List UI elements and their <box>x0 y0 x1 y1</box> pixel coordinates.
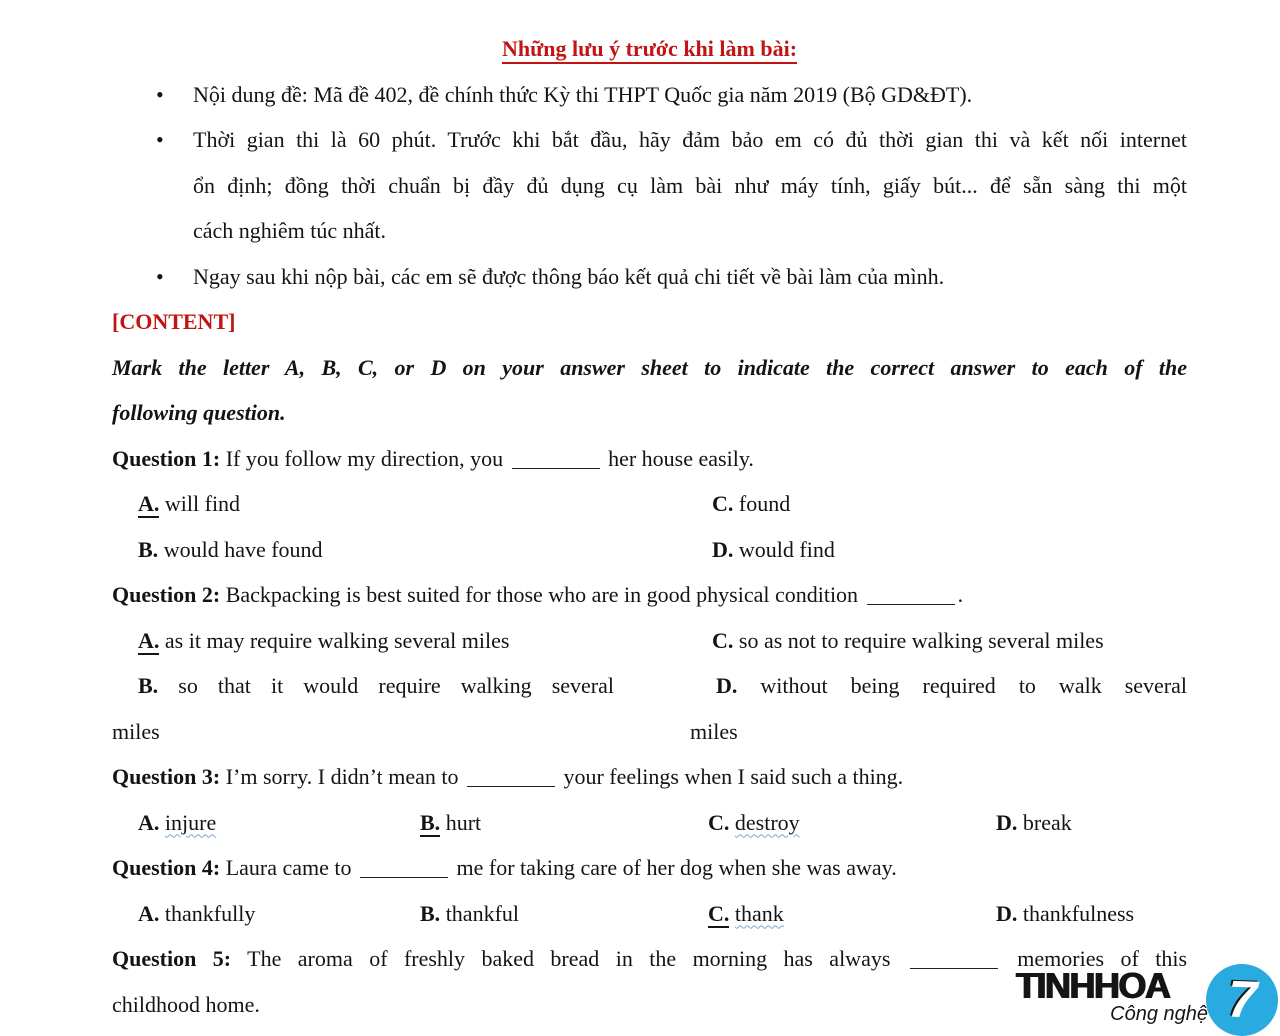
option-text: will find <box>164 491 241 516</box>
option-letter: C. <box>708 900 730 926</box>
question-label: Question 2: <box>112 582 221 607</box>
option-b <box>138 527 323 573</box>
option-letter: B. <box>420 809 441 835</box>
bullet-text-line: Thời gian thi là 60 phút. Trước khi bắt đầu, hãy đảm bảo em có đủ thời gian thi và kết nối internet <box>193 127 1187 152</box>
option-d <box>712 527 835 573</box>
tinhhoa-logo-text: TINHHOA <box>1016 965 1170 1006</box>
notice-bullet-3 <box>112 254 1187 300</box>
option-text-line: miles <box>112 718 160 744</box>
option-text: thank <box>734 900 784 926</box>
option-text: hurt <box>445 809 482 835</box>
answer-blank <box>512 456 600 469</box>
option-letter: C. <box>712 627 734 653</box>
question-line: childhood home. <box>112 991 260 1017</box>
options-row <box>112 800 1187 846</box>
options-row <box>112 618 1187 664</box>
answer-blank <box>467 774 555 787</box>
option-text: would have found <box>163 536 323 562</box>
question-2 <box>112 572 1187 618</box>
question-text: Backpacking is best suited for those who are in good physical condition <box>225 582 859 607</box>
option-text: destroy <box>734 809 800 835</box>
option-text: as it may require walking several miles <box>164 627 510 653</box>
instruction <box>112 345 1187 436</box>
question-label: Question 4: <box>112 855 221 880</box>
option-text-line <box>112 663 614 709</box>
options-row <box>112 891 1187 937</box>
document-content <box>112 26 1187 1027</box>
option-text: found <box>738 491 791 516</box>
option-letter: B. <box>420 900 441 926</box>
question-text: Laura came to <box>225 855 352 880</box>
bullet-text-line: ổn định; đồng thời chuẩn bị đầy đủ dụng cụ làm bài như máy tính, giấy bút... để sẵn sàng thi một <box>193 172 1187 198</box>
option-c <box>708 891 784 937</box>
option-text: thankful <box>445 900 520 926</box>
question-text: her house easily. <box>608 445 754 471</box>
tinhhoa-logo-badge <box>1206 964 1278 1036</box>
bullet-icon: • <box>156 263 164 289</box>
question-1 <box>112 436 1187 482</box>
option-c <box>708 800 800 846</box>
option-text: injure <box>164 809 217 835</box>
question-4 <box>112 845 1187 891</box>
option-letter: D. <box>996 900 1018 926</box>
options-row <box>112 527 1187 573</box>
notice-title: Những lưu ý trước khi làm bài: <box>112 26 1187 72</box>
option-c <box>712 618 1104 664</box>
question-label: Question 3: <box>112 764 221 789</box>
option-a <box>138 891 255 937</box>
bullet-text: Nội dung đề: Mã đề 402, đề chính thức Kỳ thi THPT Quốc gia năm 2019 (Bộ GD&ĐT). <box>193 81 973 107</box>
bullet-icon: • <box>156 81 164 107</box>
option-a <box>138 800 216 846</box>
bullet-text: Ngay sau khi nộp bài, các em sẽ được thông báo kết quả chi tiết về bài làm của mình. <box>193 263 945 289</box>
option-letter: D. <box>716 673 738 698</box>
seven-icon: 7 <box>1226 970 1258 1030</box>
option-letter: C. <box>712 491 734 516</box>
option-letter: A. <box>138 900 160 926</box>
option-letter: C. <box>708 809 730 835</box>
options-row <box>112 481 1187 527</box>
option-text: so as not to require walking several miles <box>738 627 1104 653</box>
instruction-line: Mark the letter A, B, C, or D on your answer sheet to indicate the correct answer to each of the <box>112 354 1187 380</box>
option-b <box>112 663 614 754</box>
option-letter: A. <box>138 491 160 516</box>
option-a <box>138 618 509 664</box>
option-letter: D. <box>712 536 734 562</box>
notice-bullet-1 <box>112 72 1187 118</box>
option-letter: A. <box>138 627 160 653</box>
option-text: would find <box>738 536 835 562</box>
option-d <box>690 663 1187 754</box>
answer-blank <box>910 956 998 969</box>
question-text: me for taking care of her dog when she was away. <box>456 855 897 880</box>
bullet-text-line: cách nghiêm túc nhất. <box>193 218 387 243</box>
answer-blank <box>360 865 448 878</box>
tinhhoa-logo-tagline: Công nghệ <box>1110 1003 1208 1025</box>
question-text: . <box>957 582 964 607</box>
option-text-line: miles <box>690 718 738 744</box>
question-text: memories of this <box>1017 946 1188 971</box>
option-text: so that it would require walking several <box>178 673 615 698</box>
answer-blank <box>867 592 955 605</box>
option-d <box>996 891 1134 937</box>
question-label: Question 5: <box>112 946 232 971</box>
option-text: thankfully <box>164 900 256 926</box>
option-text: thankfulness <box>1022 900 1135 926</box>
question-text: your feelings when I said such a thing. <box>563 764 904 789</box>
option-b <box>420 891 519 937</box>
option-letter: D. <box>996 809 1018 835</box>
option-b <box>420 800 481 846</box>
option-text-line <box>690 663 1187 709</box>
option-c <box>712 481 790 527</box>
bullet-icon: • <box>156 127 164 152</box>
option-letter: B. <box>138 536 159 562</box>
option-d <box>996 800 1072 846</box>
option-text: break <box>1022 809 1072 835</box>
question-text: If you follow my direction, you <box>225 445 504 471</box>
content-section-label: [CONTENT] <box>112 309 236 334</box>
instruction-line: following question. <box>112 400 286 425</box>
question-text: The aroma of freshly baked bread in the morning has always <box>247 946 891 971</box>
option-text: without being required to walk several <box>760 673 1187 698</box>
option-a <box>138 481 240 527</box>
option-letter: B. <box>138 673 159 698</box>
question-label: Question 1: <box>112 445 221 471</box>
notice-bullet-2 <box>112 117 1187 254</box>
question-text: I’m sorry. I didn’t mean to <box>225 764 459 789</box>
options-row-wrapped <box>112 663 1187 754</box>
option-letter: A. <box>138 809 160 835</box>
question-3 <box>112 754 1187 800</box>
